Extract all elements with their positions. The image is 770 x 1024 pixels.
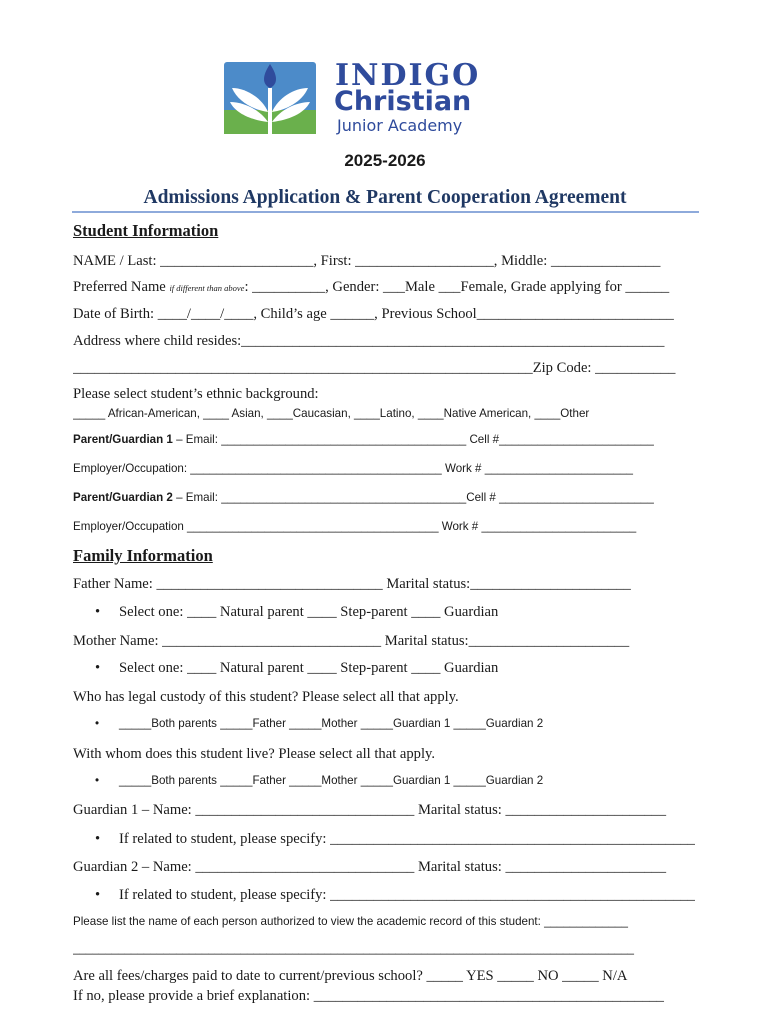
dob-line[interactable]: Date of Birth: ____/____/____, Child’s age ______, Previous School___________________________: [73, 306, 674, 322]
bullet-icon: •: [95, 774, 100, 787]
employer1-line[interactable]: Employer/Occupation: _______________________________________ Work # _______________________: [73, 462, 633, 475]
live-options-text: _____Both parents _____Father _____Mother _____Guardian 1 _____Guardian 2: [119, 774, 544, 787]
student-name-line[interactable]: NAME / Last: _____________________, First: ___________________, Middle: _______________: [73, 253, 661, 269]
preferred-name-line[interactable]: [73, 279, 698, 296]
parent2-email-cell: – Email: ______________________________________Cell # ________________________: [172, 491, 654, 504]
mother-select-text: Select one: ____ Natural parent ____ Step-parent ____ Guardian: [119, 660, 499, 676]
guardian2-line[interactable]: Guardian 2 – Name: ______________________________ Marital status: ______________________: [73, 859, 667, 875]
preferred-name-label: Preferred Name: [73, 279, 170, 295]
bullet-icon: •: [95, 717, 100, 730]
guardian1-related[interactable]: [95, 831, 695, 848]
bullet-icon: •: [95, 604, 101, 620]
parent1-email-line[interactable]: [73, 433, 698, 446]
page-title: Admissions Application & Parent Cooperation Agreement: [143, 187, 627, 208]
parent1-email-cell: – Email: ______________________________________ Cell #________________________: [172, 433, 654, 446]
live-options[interactable]: [95, 774, 543, 787]
guardian1-related-text: If related to student, please specify: __________________________________________________: [119, 831, 695, 847]
preferred-gender-grade: : __________, Gender: ___Male ___Female, Grade applying for ______: [244, 279, 670, 295]
guardian1-line[interactable]: Guardian 1 – Name: ______________________________ Marital status: ______________________: [73, 802, 667, 818]
fees-line[interactable]: Are all fees/charges paid to date to current/previous school? _____ YES _____ NO _____ N/A: [73, 968, 628, 984]
live-prompt: With whom does this student live? Please select all that apply.: [73, 746, 436, 762]
logo-line-christian: Christian: [334, 86, 472, 117]
employer2-line[interactable]: Employer/Occupation _______________________________________ Work # ________________________: [73, 520, 637, 533]
bullet-icon: •: [95, 660, 101, 676]
title-divider: [72, 211, 699, 213]
custody-options-text: _____Both parents _____Father _____Mother _____Guardian 1 _____Guardian 2: [119, 717, 544, 730]
bullet-icon: •: [95, 887, 101, 903]
zip-line[interactable]: _______________________________________________________________Zip Code: ___________: [73, 360, 676, 376]
preferred-name-note: if different than above: [169, 283, 245, 293]
guardian2-related-text: If related to student, please specify: __________________________________________________: [119, 887, 695, 903]
guardian2-related[interactable]: [95, 887, 695, 904]
authorized-blank[interactable]: _______________________________________________________________________________________: [73, 942, 634, 955]
father-select[interactable]: [95, 604, 498, 621]
address-line[interactable]: Address where child resides:__________________________________________________________: [73, 333, 665, 349]
ethnic-options[interactable]: _____ African-American, ____ Asian, ____Caucasian, ____Latino, ____Native American, ____Other: [73, 407, 590, 420]
custody-options[interactable]: [95, 717, 543, 730]
parent2-label: Parent/Guardian 2: [73, 491, 173, 504]
school-logo: [224, 58, 534, 138]
father-select-text: Select one: ____ Natural parent ____ Step-parent ____ Guardian: [119, 604, 499, 620]
authorized-prompt[interactable]: Please list the name of each person authorized to view the academic record of this student: _____________: [73, 915, 628, 928]
mother-select[interactable]: [95, 660, 498, 677]
mother-line[interactable]: Mother Name: ______________________________ Marital status:______________________: [73, 633, 630, 649]
logo-line-indigo: INDIGO: [335, 58, 481, 93]
logo-line-academy: Junior Academy: [337, 116, 463, 135]
student-info-heading: Student Information: [73, 221, 219, 240]
custody-prompt: Who has legal custody of this student? Please select all that apply.: [73, 689, 459, 705]
bullet-icon: •: [95, 831, 101, 847]
family-info-heading: Family Information: [73, 546, 213, 565]
ethnic-prompt: Please select student’s ethnic background:: [73, 386, 319, 402]
parent2-email-line[interactable]: [73, 491, 698, 504]
school-year: 2025-2026: [344, 151, 426, 170]
parent1-label: Parent/Guardian 1: [73, 433, 173, 446]
father-line[interactable]: Father Name: _______________________________ Marital status:______________________: [73, 576, 631, 592]
explain-line[interactable]: If no, please provide a brief explanation: ________________________________________________: [73, 988, 664, 1004]
